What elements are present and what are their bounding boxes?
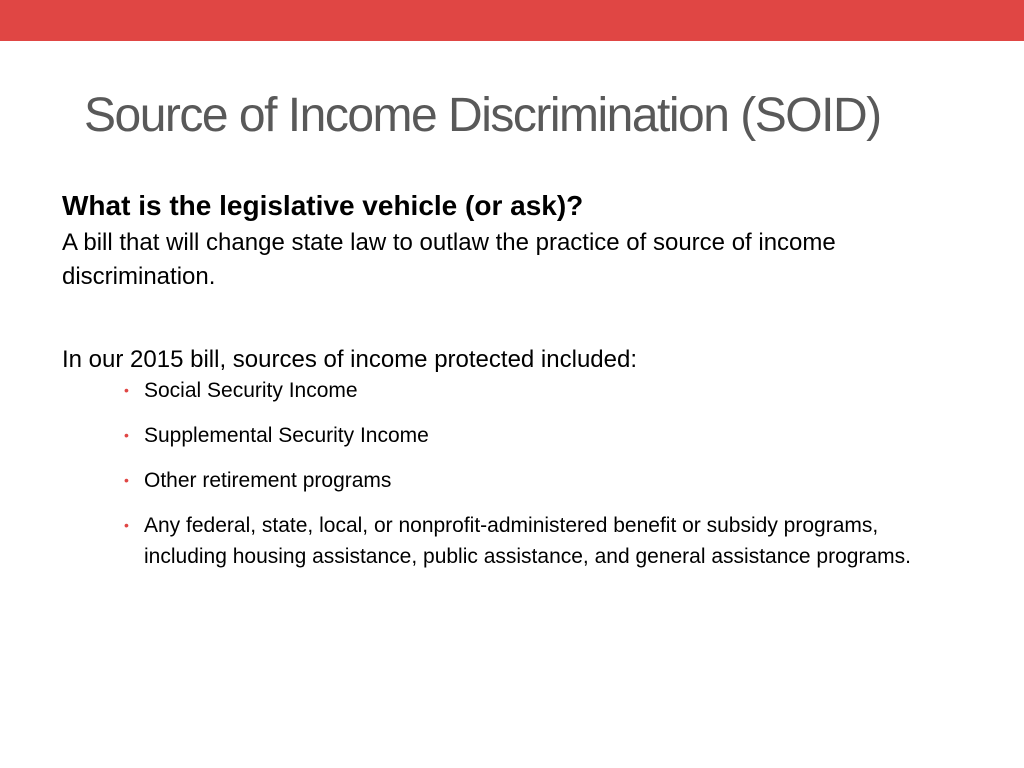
- list-item-text: Supplemental Security Income: [144, 424, 429, 447]
- list-item: [124, 465, 962, 496]
- accent-bar: [0, 0, 1024, 41]
- bullet-icon: •: [124, 427, 129, 443]
- bullet-icon: •: [124, 517, 129, 533]
- bullet-icon: •: [124, 472, 129, 488]
- list-item: [124, 510, 962, 572]
- list-item: [124, 375, 962, 406]
- slide-title: Source of Income Discrimination (SOID): [84, 89, 881, 142]
- bullet-icon: •: [124, 382, 129, 398]
- list-item-text: Social Security Income: [144, 379, 358, 402]
- intro-text: In our 2015 bill, sources of income protected included:: [62, 346, 638, 373]
- list-item-text: Other retirement programs: [144, 469, 392, 492]
- question-heading: What is the legislative vehicle (or ask)?: [62, 190, 584, 221]
- list-item-text: Any federal, state, local, or nonprofit-administered benefit or subsidy programs, including housing assistance, public assistance, and general assistance programs.: [144, 514, 911, 568]
- income-sources-list: [62, 375, 962, 572]
- answer-text: A bill that will change state law to outlaw the practice of source of income discrimination.: [62, 229, 836, 290]
- list-item: [124, 420, 962, 451]
- slide-body: [62, 186, 962, 586]
